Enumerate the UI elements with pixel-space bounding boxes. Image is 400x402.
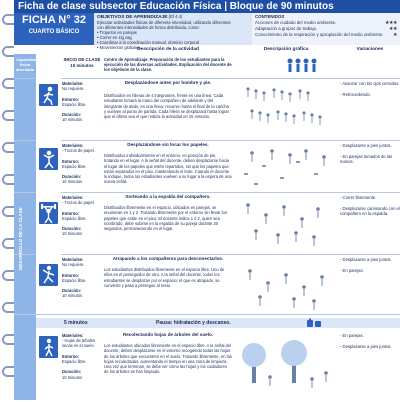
materiales-value: - Trozos de papel. (62, 200, 95, 206)
weightlifter-icon (39, 202, 58, 224)
pausa-row (36, 318, 400, 328)
activity-text: Los estudiantes distribuidos libremente en el espacio libre. Uno de ellos es el perseguidor de otro. A la señal del docente, todos los estudiantes se desplazan por el espacio; el que es atrapado, se convierte y pasa a perseguir al resto. (104, 267, 225, 288)
materiales-value: No requiere. (62, 86, 85, 92)
materiales-label: Materiales: (62, 81, 84, 86)
materiales-label: Materiales: (62, 195, 84, 200)
activity-row (14, 330, 400, 400)
duracion-value: 10 minutos (62, 179, 83, 185)
activity-graphic (234, 195, 338, 251)
walker-icon (39, 336, 58, 358)
contenido-row (255, 32, 397, 38)
activity-description (104, 332, 232, 374)
binder-rings (0, 0, 14, 400)
materiales-label: Materiales: (62, 257, 84, 262)
objetivo-item: con diferentes intensidades de forma distribuida, como: (97, 25, 200, 30)
activity-row (14, 140, 400, 193)
activity-icon-cell (36, 254, 61, 314)
desarrollo-label: DESARROLLO DE LA CLASE (18, 207, 23, 270)
tag-game-illustration (234, 257, 338, 311)
espacio-value: Espacio libre. (62, 359, 87, 365)
variation-item: - Correr libremente. (340, 195, 377, 200)
column-header-descripcion: Descripción de la actividad (137, 47, 199, 52)
espacio-label: Entorno: (62, 353, 80, 359)
scattered-papers-illustration (234, 143, 338, 189)
variation-item: - En parejas tomados de las manos. (340, 153, 393, 165)
activity-title: Atrapando a los compañeros para desconectarlos. (112, 256, 224, 261)
contenido-label: Conocimiento de la respiración y apropiación del medio ambiente. (255, 32, 384, 37)
intro-graphic (234, 55, 338, 77)
activity-variations (340, 143, 400, 165)
duracion-value: 10 minutos (62, 374, 83, 380)
activity-row (14, 78, 400, 141)
activity-materials (62, 257, 102, 299)
activity-description (104, 256, 232, 288)
duracion-value: 10 minutos (62, 293, 83, 299)
dancer-icon (39, 264, 58, 286)
materiales-label: Materiales: (62, 143, 84, 148)
students-group-icon (234, 55, 338, 77)
runner-icon (39, 84, 58, 106)
activity-icon-cell (36, 140, 61, 192)
materiales-value: - Hojas de árboles secas en el suelo. (62, 338, 96, 349)
intro-row (14, 54, 400, 79)
activity-materials (62, 333, 102, 380)
espacio-value: Espacio libre. (62, 101, 87, 107)
activity-icon-cell (36, 330, 61, 400)
variation-item: - En parejas. (340, 333, 364, 338)
activity-variations (340, 333, 400, 349)
page-title: Ficha de clase subsector Educación Física | Bloque de 90 minutos (14, 0, 400, 13)
contenido-label: Adaptación a grupos de trabajo. (255, 26, 318, 31)
espacio-label: Entorno: (62, 96, 80, 102)
activity-title: Desplazándose sin tocar los papeles. (127, 142, 209, 147)
activity-title: Recolectando hojas de árboles del suelo. (122, 332, 214, 337)
variation-item: - Avanzar con los ojos cerrados. (340, 81, 400, 86)
activity-title: Desplazándose antes por hombre y pie. (124, 80, 212, 85)
duracion-label: Duración: (62, 369, 82, 375)
ficha-level: CUARTO BÁSICO (28, 29, 80, 35)
variation-item: - Desplazarse caminando con el compañero en la espalda. (340, 205, 400, 217)
column-header-variaciones: Variaciones (356, 47, 384, 52)
piggyback-illustration (234, 195, 338, 251)
pausa-label: Pausa: hidratación y descanso. (156, 320, 231, 326)
activity-text: Distribuidos en hileras de 4 integrantes, frente en una línea. Cada estudiante tomará la mano del compañero de adelante y del integrante de atrás, en una línea; recorren hasta el final de la cancha y vuelven al punto de partida. Cada hilera se desplazará hasta lograr que el último sea el que realiza la actividad en 15 minutos. (104, 93, 229, 120)
inicio-time: 15 minutos (70, 62, 94, 68)
activity-variations (340, 81, 400, 97)
activity-text: Los estudiantes ubicados libremente en el espacio libre. A la señal del docente, deben desplazarse en el entorno recogiendo todas las hojas de los árboles que encuentren en el suelo. Trotando libremente, en las hojas recolectadas, aumentando el tiempo en una zona de limpieza. Una vez que terminan, se debe ver cómo las hojas y los cuidadores de los árboles se han limpiado. (104, 343, 232, 375)
variation-item: - Desplazarse a pies juntos. (340, 343, 392, 349)
activity-materials (62, 81, 102, 123)
activity-variations (340, 195, 400, 217)
objetivo-item: • Movimientos globales (97, 45, 140, 50)
capacidad-label: Capacidad física abordada (16, 57, 37, 72)
variation-item: - Desplazarse a pies juntos. (340, 257, 392, 262)
activity-row (14, 254, 400, 315)
objetivos-heading: OBJETIVOS DE APRENDIZAJE (97, 15, 168, 20)
espacio-label: Entorno: (62, 272, 80, 278)
duracion-label: Duración: (62, 288, 82, 294)
jumper-icon (39, 148, 58, 170)
espacio-value: Espacio libre. (62, 163, 87, 169)
objetivo-item: • Correr en zig zag (97, 35, 132, 40)
variation-item: - En parejas. (340, 267, 364, 273)
duracion-value: 10 minutos (62, 117, 83, 123)
lesson-sheet (14, 0, 400, 400)
activity-text: Distribuidos individualmente en el entorno, en posición de pie, trotando en el lugar. A la señal del docente, deben desplazarse hacia el lugar de los papeles que estén repartidos, sin que los papeles que están separados en el piso, manteniendo el trote. Cuando el docente lo indique, todos los estudiantes vuelven a su lugar a la espera de una nueva señal. (104, 153, 232, 185)
activity-description (104, 80, 232, 119)
intro-text: Centro de Aprendizaje. Preparación de los estudiantes para la ejecución de las diversas actividades. Explicación del docente de los objetivos de la clase. (104, 57, 232, 73)
activity-title: Sorteando a la espalda del compañero. (125, 194, 211, 199)
objetivo-item: • Coordinar a la coordinación manual, dominio corporal (97, 40, 200, 45)
espacio-label: Entorno: (62, 210, 80, 216)
activity-graphic (234, 143, 338, 189)
materiales-value: - Trozos de papel. (62, 148, 95, 154)
tree-crown (242, 343, 266, 367)
activity-icon-cell (36, 192, 61, 254)
column-header-grafica: Descripción gráfica (263, 47, 309, 52)
ficha-box (14, 13, 94, 45)
tree-crown (281, 340, 307, 366)
duracion-value: 10 minutos (62, 231, 83, 237)
variation-item: - Retrocediendo. (340, 91, 371, 97)
activity-materials (62, 195, 102, 237)
activity-icon-cell (36, 78, 61, 140)
espacio-label: Entorno: (62, 158, 80, 164)
inicio-label: INICIO DE CLASE (63, 57, 101, 62)
contenidos-heading: CONTENIDOS (255, 14, 285, 19)
objetivos-code: (Ef 4.4) (168, 14, 183, 19)
contenido-label: Acciones de cuidado del medio ambiente. (255, 20, 337, 25)
activity-description (104, 194, 232, 231)
duracion-label: Duración: (62, 226, 82, 232)
activity-graphic (234, 81, 338, 137)
activity-variations (340, 257, 400, 273)
duracion-label: Duración: (62, 174, 82, 180)
line-formation-illustration (234, 81, 338, 137)
espacio-value: Espacio libre. (62, 277, 87, 283)
activity-graphic (234, 333, 338, 397)
objetivo-item: • Tropezar en parejas (97, 30, 137, 35)
materiales-value: No requiere. (62, 262, 85, 268)
pausa-time: 5 minutos (64, 320, 88, 326)
materiales-label: Materiales: (62, 333, 84, 338)
duracion-label: Duración: (62, 112, 82, 118)
water-bottle-icon (304, 318, 324, 328)
activity-text: Distribuidos libremente en el espacio, ubicados en parejas, se enumeran en 1 y 2. Trotando libremente por el entorno sin llevar los papeles que están en el piso. El docente indica 1 ó 2, quien sea nombrado, debe subirse en la espalda de su pareja durante 20 segundos, permaneciendo en el lugar. (104, 205, 227, 232)
star-rating: ★ (393, 32, 397, 38)
activity-materials (62, 143, 102, 185)
star-rating: ★★★ (385, 20, 397, 26)
star-rating: ★★ (389, 26, 397, 32)
activity-row (14, 192, 400, 255)
trees-illustration (234, 333, 338, 397)
objetivo-item: Ejecutar actividades físicas de diferente intensidad, utilizando diferentes (97, 20, 231, 25)
ficha-number: FICHA N° 32 (22, 14, 86, 26)
contenidos-box (252, 13, 400, 45)
activity-description (104, 142, 232, 184)
variation-item: - Desplazarse a pies juntos. (340, 143, 392, 148)
activity-graphic (234, 257, 338, 311)
espacio-value: Espacio libre. (62, 215, 87, 221)
inicio-block (62, 57, 102, 68)
